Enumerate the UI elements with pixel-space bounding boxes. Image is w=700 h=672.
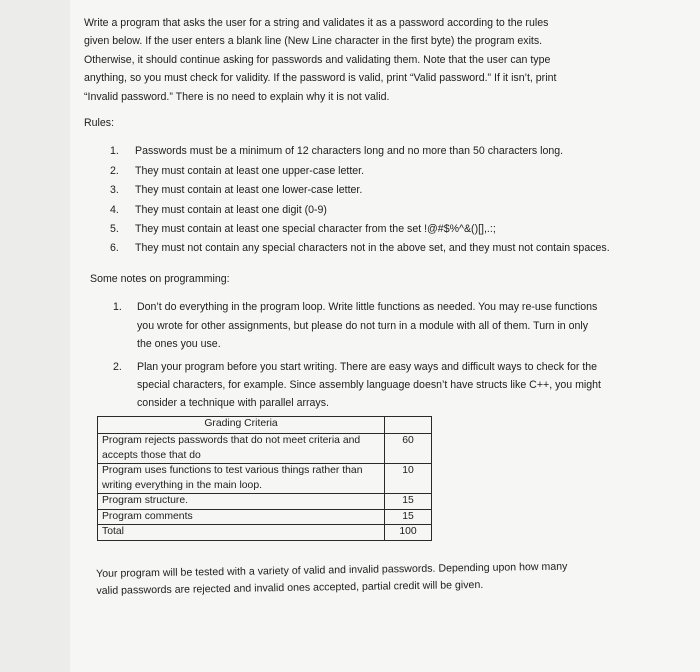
table-row (98, 434, 432, 464)
total-points: 100 (385, 525, 432, 541)
points-cell: 15 (385, 509, 432, 525)
notes-heading: Some notes on programming: (90, 272, 230, 285)
points-cell: 15 (385, 494, 432, 510)
rule-item: 2. They must contain at least one upper-case letter. (110, 164, 365, 177)
points-cell: 10 (385, 464, 432, 494)
intro-line: “Invalid password.” There is no need to explain why it is not valid. (84, 90, 390, 103)
rules-heading: Rules: (84, 117, 115, 130)
rule-item: 4. They must contain at least one digit (0-9) (110, 203, 327, 216)
assignment-document (84, 14, 644, 417)
rules-list (84, 142, 644, 257)
table-row (98, 509, 432, 525)
intro-line: given below. If the user enters a blank line (New Line character in the first byte) the program exits. (84, 35, 543, 48)
intro-paragraph (84, 14, 644, 106)
intro-line: anything, so you must check for validity. If the password is valid, print “Valid password.” If it isn’t, print (84, 72, 557, 85)
table-total-row (98, 525, 432, 541)
rule-item: 1. Passwords must be a minimum of 12 characters long and no more than 50 characters long. (110, 145, 564, 158)
grading-title: Grading Criteria (98, 417, 385, 434)
intro-line: Write a program that asks the user for a string and validates it as a password according to the rules (84, 17, 549, 29)
table-row (98, 494, 432, 510)
table-header-blank (385, 417, 432, 434)
rule-item: 5. They must contain at least one special character from the set !@#$%^&()[],.:; (110, 223, 496, 236)
grading-criteria-table (97, 416, 432, 541)
note-item: 2. Plan your program before you start writing. There are easy ways and difficult ways to check for the special characters, for example. Since assembly language doesn’t have structs like C++, you might consider a technique with parallel arrays. (113, 360, 602, 410)
footer-line: Your program will be tested with a variety of valid and invalid passwords. Depending upon how many (96, 560, 568, 580)
table-header-row (98, 417, 432, 434)
note-item: 1. Don’t do everything in the program loop. Write little functions as needed. You may re-use functions you wrote for other assignments, but please do not turn in a module with all of them. Turn in only the ones you use. (113, 301, 598, 351)
intro-line: Otherwise, it should continue asking for passwords and validating them. Note that the user can type (84, 53, 551, 66)
criteria-cell: Program rejects passwords that do not meet criteria and accepts those that do (98, 434, 385, 464)
total-label: Total (98, 525, 385, 541)
table-row (98, 464, 432, 494)
rule-item: 3. They must contain at least one lower-case letter. (110, 184, 363, 197)
criteria-cell: Program uses functions to test various things rather than writing everything in the main loop. (98, 464, 385, 494)
points-cell: 60 (385, 434, 432, 464)
rule-item: 6. They must not contain any special characters not in the above set, and they must not contain spaces. (110, 242, 610, 255)
footer-line: valid passwords are rejected and invalid ones accepted, partial credit will be given. (96, 578, 484, 597)
criteria-cell: Program structure. (98, 494, 385, 510)
criteria-cell: Program comments (98, 509, 385, 525)
notes-list (84, 298, 644, 412)
